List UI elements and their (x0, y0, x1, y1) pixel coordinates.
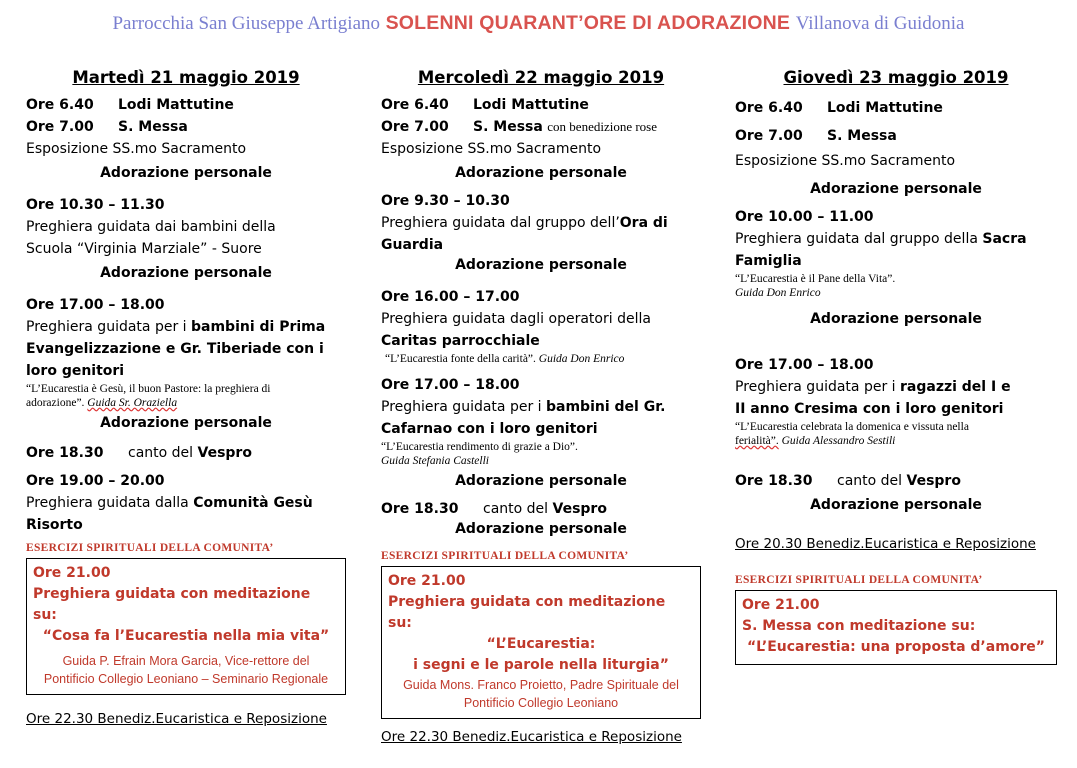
schedule-text: Guardia (381, 237, 444, 253)
meditation-type: Preghiera guidata con meditazione su: (388, 594, 666, 631)
schedule-time: Ore 19.00 – 20.00 (26, 473, 165, 489)
day-title: Giovedì 23 maggio 2019 (783, 68, 1009, 87)
meditation-guide: Pontificio Collegio Leoniano (463, 696, 619, 710)
schedule-text: Evangelizzazione e Gr. Tiberiade con i (26, 341, 324, 357)
adoration-label: Adorazione personale (810, 497, 982, 513)
schedule-item: Ore 6.40 Lodi Mattutine (26, 97, 234, 113)
schedule-text: Caritas parrocchiale (381, 333, 540, 349)
schedule-item: Esposizione SS.mo Sacramento (381, 141, 602, 157)
schedule-item: Ore 18.30 canto del Vespro (26, 445, 252, 461)
page-header (0, 12, 1077, 35)
meditation-box (26, 558, 346, 695)
meditation-box (381, 566, 701, 719)
schedule-time: Ore 17.00 – 18.00 (735, 357, 874, 373)
schedule-text: Preghiera guidata dalla Comunità Gesù (26, 495, 313, 511)
location: Villanova di Guidonia (795, 13, 965, 34)
theme-quote: ferialità”. Guida Alessandro Sestili (735, 435, 896, 447)
schedule-item: Esposizione SS.mo Sacramento (735, 153, 956, 169)
day-title: Martedì 21 maggio 2019 (72, 68, 300, 87)
theme-quote: Guida Stefania Castelli (381, 455, 489, 467)
schedule-item: Ore 7.00 S. Messa (26, 119, 188, 135)
schedule-time: Ore 17.00 – 18.00 (26, 297, 165, 313)
day-title: Mercoledì 22 maggio 2019 (417, 68, 665, 87)
benediction-line: Ore 22.30 Benediz.Eucaristica e Reposizione (26, 711, 327, 727)
adoration-label: Adorazione personale (810, 181, 982, 197)
adoration-label: Adorazione personale (100, 165, 272, 181)
meditation-title: “Cosa fa l’Eucarestia nella mia vita” (42, 628, 330, 644)
schedule-time: Ore 10.30 – 11.30 (26, 197, 165, 213)
adoration-label: Adorazione personale (455, 521, 627, 537)
schedule-item: Ore 7.00 S. Messa (735, 128, 897, 144)
schedule-text: Preghiera guidata dagli operatori della (381, 311, 651, 327)
schedule-text: Preghiera guidata dal gruppo dell’Ora di (381, 215, 668, 231)
theme-quote: “L’Eucarestia celebrata la domenica e vissuta nella (735, 421, 969, 433)
theme-quote: Guida Don Enrico (735, 287, 821, 299)
schedule-text: Preghiera guidata per i ragazzi del I e (735, 379, 1011, 395)
adoration-label: Adorazione personale (810, 311, 982, 327)
meditation-type: S. Messa con meditazione su: (742, 618, 976, 634)
schedule-text: Preghiera guidata dai bambini della (26, 219, 276, 235)
meditation-guide: Guida Mons. Franco Proietto, Padre Spirituale del (403, 678, 679, 692)
adoration-label: Adorazione personale (455, 257, 627, 273)
meditation-title: i segni e le parole nella liturgia” (413, 657, 669, 673)
parish-name: Parrocchia San Giuseppe Artigiano (112, 13, 380, 34)
schedule-time: Ore 17.00 – 18.00 (381, 377, 520, 393)
schedule-text: Preghiera guidata per i bambini del Gr. (381, 399, 666, 415)
schedule-text: Scuola “Virginia Marziale” - Suore (26, 241, 262, 257)
adoration-label: Adorazione personale (100, 415, 272, 431)
theme-quote: “L’Eucarestia rendimento di grazie a Dio”. (381, 441, 578, 453)
adoration-label: Adorazione personale (455, 473, 627, 489)
meditation-type: Preghiera guidata con meditazione su: (33, 586, 311, 623)
meditation-time: Ore 21.00 (388, 573, 466, 589)
schedule-item: Ore 7.00 S. Messa con benedizione rose (381, 119, 658, 135)
benediction-line: Ore 22.30 Benediz.Eucaristica e Reposizione (381, 729, 682, 745)
theme-quote: “L’Eucarestia è il Pane della Vita”. (735, 273, 896, 285)
adoration-label: Adorazione personale (100, 265, 272, 281)
adoration-label: Adorazione personale (455, 165, 627, 181)
schedule-text: Famiglia (735, 253, 802, 269)
meditation-time: Ore 21.00 (33, 565, 111, 581)
theme-quote: “L’Eucarestia è Gesù, il buon Pastore: la preghiera di (26, 383, 271, 395)
schedule-text: Preghiera guidata dal gruppo della Sacra (735, 231, 1027, 247)
benediction-line: Ore 20.30 Benediz.Eucaristica e Reposizione (735, 536, 1036, 552)
schedule-time: Ore 10.00 – 11.00 (735, 209, 874, 225)
schedule-text: loro genitori (26, 363, 125, 379)
theme-quote: “L’Eucarestia fonte della carità”. Guida Don Enrico (385, 353, 625, 365)
meditation-guide: Pontificio Collegio Leoniano – Seminario Regionale (43, 672, 329, 686)
schedule-item: Ore 18.30 canto del Vespro (381, 501, 607, 517)
schedule-time: Ore 9.30 – 10.30 (381, 193, 510, 209)
schedule-text: Cafarnao con i loro genitori (381, 421, 598, 437)
schedule-time: Ore 16.00 – 17.00 (381, 289, 520, 305)
spiritual-exercises-heading: ESERCIZI SPIRITUALI DELLA COMUNITA’ (381, 550, 629, 562)
spiritual-exercises-heading: ESERCIZI SPIRITUALI DELLA COMUNITA’ (26, 542, 274, 554)
meditation-title: “L’Eucarestia: (486, 636, 596, 652)
meditation-title: “L’Eucarestia: una proposta d’amore” (746, 639, 1046, 655)
day-column-wednesday (381, 68, 701, 745)
meditation-box (735, 590, 1057, 665)
schedule-text: Risorto (26, 517, 83, 533)
day-column-tuesday (26, 68, 346, 727)
spiritual-exercises-heading: ESERCIZI SPIRITUALI DELLA COMUNITA’ (735, 574, 983, 586)
schedule-item: Ore 18.30 canto del Vespro (735, 473, 961, 489)
meditation-time: Ore 21.00 (742, 597, 820, 613)
schedule-text: Preghiera guidata per i bambini di Prima (26, 319, 326, 335)
schedule-item: Ore 6.40 Lodi Mattutine (381, 97, 589, 113)
meditation-guide: Guida P. Efrain Mora Garcia, Vice-rettore del (62, 654, 310, 668)
schedule-text: II anno Cresima con i loro genitori (735, 401, 1004, 417)
schedule-item: Ore 6.40 Lodi Mattutine (735, 100, 943, 116)
schedule-item: Esposizione SS.mo Sacramento (26, 141, 247, 157)
theme-quote: adorazione”. Guida Sr. Oraziella (26, 397, 178, 409)
day-column-thursday (735, 68, 1057, 665)
event-title: SOLENNI QUARANT’ORE DI ADORAZIONE (385, 12, 791, 34)
